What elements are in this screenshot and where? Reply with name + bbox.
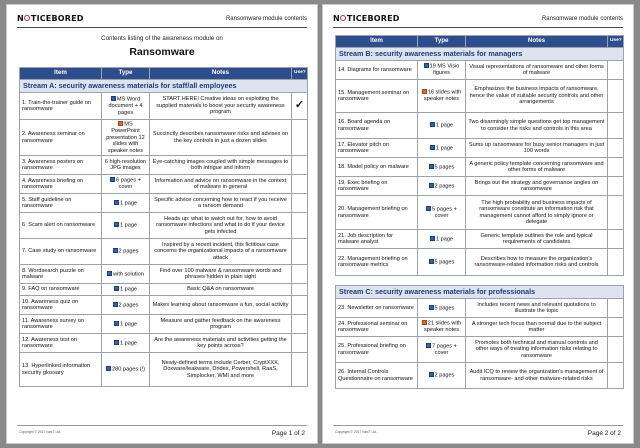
item-cell: 5. Staff guideline on ransomware (20, 194, 102, 213)
table-row (20, 120, 308, 156)
col-type: Type (418, 36, 466, 48)
item-cell: 17. Elevator pitch on ransomware (336, 139, 418, 158)
notes-cell: Specific advice concerning how to react if you receive a ransom demand (150, 194, 292, 213)
type-cell: 6 pages + cover (102, 175, 150, 194)
item-cell: 23. Newsletter on ransomware (336, 299, 418, 318)
type-cell: with solution (102, 265, 150, 284)
visio-icon (424, 63, 429, 68)
use-cell[interactable] (292, 213, 308, 239)
word-doc-icon (114, 286, 119, 291)
notes-cell: Inspired by a recent incident, this fictitious case concerns the organizational impacts of a ransomware attack (150, 239, 292, 265)
use-cell[interactable] (608, 337, 624, 363)
type-cell: 1 page (102, 194, 150, 213)
notes-cell: A generic policy template concerning ransomware and other forms of malware (466, 158, 608, 177)
col-type: Type (102, 68, 150, 80)
word-doc-icon (429, 372, 434, 377)
page-number: Page 2 of 2 (587, 430, 621, 437)
table-row (20, 194, 308, 213)
table-row (336, 230, 624, 249)
notes-cell: Two disarmingly simple questions get top management to consider the risks and controls in this area (466, 113, 608, 139)
use-cell[interactable] (292, 334, 308, 353)
item-cell: 16. Board agenda on ransomware (336, 113, 418, 139)
table-row (336, 61, 624, 80)
item-cell: 7. Case study on ransomware (20, 239, 102, 265)
item-cell: 6. Scam alert on ransomware (20, 213, 102, 239)
type-cell: 2 pages (102, 239, 150, 265)
type-cell: 16 slides with speaker notes (418, 80, 466, 113)
item-cell: 8. Wordsearch puzzle on malware (20, 265, 102, 284)
notes-cell: A stronger tech focus than normal due to the subject matter (466, 318, 608, 337)
type-cell: 6 high-resolution JPG images (102, 156, 150, 175)
item-cell: 22. Management briefing on ransomware metrics (336, 249, 418, 276)
table-row (336, 249, 624, 276)
use-cell[interactable] (608, 363, 624, 389)
page-header (17, 14, 307, 28)
notes-cell: Generic template outlines the role and typical requirements of candidates (466, 230, 608, 249)
item-cell: 10. Awareness quiz on ransomware (20, 296, 102, 315)
item-cell: 13. Hyperlinked information security glossary (20, 353, 102, 387)
item-cell: 20. Management briefing on ransomware (336, 196, 418, 230)
stream-a-title: Stream A: security awareness materials for staff/all employees (20, 80, 308, 93)
col-use: Use? (292, 68, 308, 80)
table-row (336, 318, 624, 337)
page-number: Page 1 of 2 (271, 430, 305, 437)
noticebored-logo: N TICEBORED (17, 14, 84, 23)
item-cell: 4. Awareness briefing on ransomware (20, 175, 102, 194)
stream-c-row (336, 286, 624, 299)
table-row (20, 296, 308, 315)
notes-cell: Makes learning about ransomware a fun, social activity (150, 296, 292, 315)
notes-cell: Includes recent news and relevant quotations to illustrate the topic (466, 299, 608, 318)
use-cell[interactable] (608, 196, 624, 230)
word-doc-icon (114, 340, 119, 345)
col-use: Use? (608, 36, 624, 48)
type-cell: MS PowerPoint presentation 12 slides with speaker notes (102, 120, 150, 156)
table-header-row (336, 36, 624, 48)
use-cell[interactable] (292, 175, 308, 194)
word-doc-icon (110, 177, 115, 182)
use-cell[interactable] (292, 315, 308, 334)
use-cell[interactable] (292, 284, 308, 296)
word-doc-icon (429, 164, 434, 169)
word-doc-icon (429, 183, 434, 188)
item-cell: 18. Model policy on malware (336, 158, 418, 177)
notes-cell: Describes how to measure the organization's ransomware-related information risks and controls (466, 249, 608, 276)
type-cell: 5 pages (418, 299, 466, 318)
item-cell: 15. Management seminar on ransomware (336, 80, 418, 113)
use-cell[interactable] (292, 239, 308, 265)
notes-cell: Sums up ransomware for busy senior managers in just 100 words (466, 139, 608, 158)
item-cell: 24. Professional seminar on ransomware (336, 318, 418, 337)
item-cell: 21. Job description for malware analyst (336, 230, 418, 249)
notes-cell: Measure and gather feedback on the awareness program (150, 315, 292, 334)
use-cell[interactable] (292, 296, 308, 315)
table-header-row (20, 68, 308, 80)
stream-b-row (336, 48, 624, 61)
type-cell: 5 pages (418, 249, 466, 276)
notes-cell: Find over 100 malware & ransomware words and phrases hidden in plain sight (150, 265, 292, 284)
word-doc-icon (426, 206, 431, 211)
col-item: Item (20, 68, 102, 80)
use-cell[interactable] (608, 158, 624, 177)
notes-cell: Are the awareness materials and activities getting the key points across? (150, 334, 292, 353)
copyright: Copyright © 2017 IsecT Ltd. (335, 430, 378, 434)
table-row (336, 363, 624, 389)
use-cell[interactable] (292, 353, 308, 387)
notes-cell: Visual representations of ransomware and other forms of malware (466, 61, 608, 80)
word-doc-icon (429, 259, 434, 264)
word-doc-icon (111, 96, 116, 101)
table-row (336, 139, 624, 158)
use-cell[interactable] (608, 177, 624, 196)
table-row (336, 196, 624, 230)
type-cell: 5 pages + cover (418, 196, 466, 230)
stream-b-title: Stream B: security awareness materials for managers (336, 48, 624, 61)
type-cell: 1 page (102, 315, 150, 334)
page-1 (6, 4, 318, 444)
type-cell: 1 page (418, 113, 466, 139)
word-doc-icon (430, 145, 435, 150)
notes-cell: The high probability and business impacts of ransomware constitute an information risk that management cannot afford to simply ignore or delegate (466, 196, 608, 230)
stream-a-row (20, 80, 308, 93)
type-cell: 1 page (102, 284, 150, 296)
table-row (20, 93, 308, 120)
notes-cell: Information and advice on ransomware in the context of malware in general (150, 175, 292, 194)
checkmark-icon: ✓ (294, 98, 305, 111)
notes-cell: Audit ICQ to review the organization's management of ransomware- and other malware-related risks (466, 363, 608, 389)
item-cell: 11. Awareness survey on ransomware (20, 315, 102, 334)
module-title: Ransomware (129, 46, 195, 58)
table-row (20, 334, 308, 353)
use-cell[interactable] (292, 194, 308, 213)
item-cell: 3. Awareness posters on ransomware (20, 156, 102, 175)
notes-cell: Succinctly describes ransomware risks and advises on the key controls in just a dozen slides (150, 120, 292, 156)
use-cell[interactable] (608, 318, 624, 337)
use-cell[interactable] (608, 249, 624, 276)
item-cell: 12. Awareness test on ransomware (20, 334, 102, 353)
copyright: Copyright © 2017 IsecT Ltd. (19, 430, 62, 434)
type-cell: 1 page (418, 230, 466, 249)
word-doc-icon (430, 236, 435, 241)
word-doc-icon (113, 302, 118, 307)
notes-cell: Eye-catching images coupled with simple messages to both intrigue and inform (150, 156, 292, 175)
notes-cell: Promotes both technical and manual controls and other ways of treating information risks relating to ransomware (466, 337, 608, 363)
logo-o-mark (24, 15, 30, 21)
notes-cell: Brings out the strategy and governance angles on ransomware (466, 177, 608, 196)
word-doc-icon (107, 271, 112, 276)
type-cell: 1 page (102, 334, 150, 353)
col-notes: Notes (150, 68, 292, 80)
type-cell: 1 page (102, 213, 150, 239)
type-cell: 7 pages + cover (418, 337, 466, 363)
word-doc-icon (114, 321, 119, 326)
item-cell: 2. Awareness seminar on ransomware (20, 120, 102, 156)
col-notes: Notes (466, 36, 608, 48)
notes-cell: Basic Q&A on ransomware (150, 284, 292, 296)
use-cell[interactable] (608, 299, 624, 318)
word-doc-icon (114, 222, 119, 227)
table-row (336, 80, 624, 113)
notes-cell: Emphasizes the business impacts of ransomware, hence the value of suitable security controls and other arrangements (466, 80, 608, 113)
word-doc-icon (430, 122, 435, 127)
item-cell: 19. Exec briefing on ransomware (336, 177, 418, 196)
powerpoint-icon (118, 121, 123, 126)
table-row (20, 265, 308, 284)
type-cell: 21 slides with speaker notes (418, 318, 466, 337)
table-row (20, 284, 308, 296)
type-cell: 280 pages (!) (102, 353, 150, 387)
type-cell: 1 page (418, 139, 466, 158)
item-cell: 14. Diagrams for ransomware (336, 61, 418, 80)
use-cell[interactable] (292, 93, 308, 120)
word-doc-icon (429, 305, 434, 310)
table-row (336, 113, 624, 139)
use-cell[interactable] (292, 265, 308, 284)
table-row (336, 299, 624, 318)
contents-table-page-2 (335, 35, 624, 389)
use-cell[interactable] (608, 113, 624, 139)
table-row (20, 175, 308, 194)
table-row (20, 353, 308, 387)
notes-cell: Heads up: what to watch out for, how to avoid ransomware infections and what to do if your device gets infected (150, 213, 292, 239)
noticebored-logo: N TICEBORED (333, 14, 400, 23)
use-cell[interactable] (292, 156, 308, 175)
item-cell: 9. FAQ on ransomware (20, 284, 102, 296)
table-row (336, 337, 624, 363)
table-row (20, 315, 308, 334)
contents-table-page-1 (19, 67, 308, 387)
type-cell: 2 pages (418, 177, 466, 196)
page-2 (322, 4, 634, 444)
item-cell: 1. Train-the-trainer guide on ransomware (20, 93, 102, 120)
type-cell: 2 pages (102, 296, 150, 315)
powerpoint-icon (422, 89, 427, 94)
word-doc-icon (106, 366, 111, 371)
footer-divider (17, 425, 307, 426)
type-cell: 19 MS Visio figures (418, 61, 466, 80)
use-cell[interactable] (292, 120, 308, 156)
powerpoint-icon (422, 320, 427, 325)
type-cell: MS Word document + 4 pages (102, 93, 150, 120)
footer-divider (333, 425, 623, 426)
table-row (336, 158, 624, 177)
use-cell[interactable] (608, 139, 624, 158)
notes-cell: START HERE! Creative ideas on exploiting the supplied materials to boost your security awareness program (150, 93, 292, 120)
table-spacer (336, 276, 624, 286)
contents-subtitle: Contents listing of the awareness module on (101, 35, 223, 42)
word-doc-icon (114, 200, 119, 205)
use-cell[interactable] (608, 80, 624, 113)
stream-c-title: Stream C: security awareness materials for professionals (336, 286, 624, 299)
item-cell: 25. Professional briefing on ransomware (336, 337, 418, 363)
header-module-label: Ransomware module contents (225, 16, 307, 22)
notes-cell: Newly-defined terms include Cerber, CryptXXX, Doxware/leakware, Dridex, Powershell, RaaS, Simplocker, WMI and more (150, 353, 292, 387)
table-row (20, 239, 308, 265)
table-row (20, 156, 308, 175)
page-header (333, 14, 623, 28)
table-row (20, 213, 308, 239)
header-module-label: Ransomware module contents (541, 16, 623, 22)
type-cell: 2 pages (418, 363, 466, 389)
col-item: Item (336, 36, 418, 48)
item-cell: 26. Internal Controls Questionnaire on ransomware (336, 363, 418, 389)
type-cell: 5 pages (418, 158, 466, 177)
logo-o-mark (340, 15, 346, 21)
use-cell[interactable] (608, 230, 624, 249)
table-row (336, 177, 624, 196)
use-cell[interactable] (608, 61, 624, 80)
word-doc-icon (113, 248, 118, 253)
word-doc-icon (426, 343, 431, 348)
